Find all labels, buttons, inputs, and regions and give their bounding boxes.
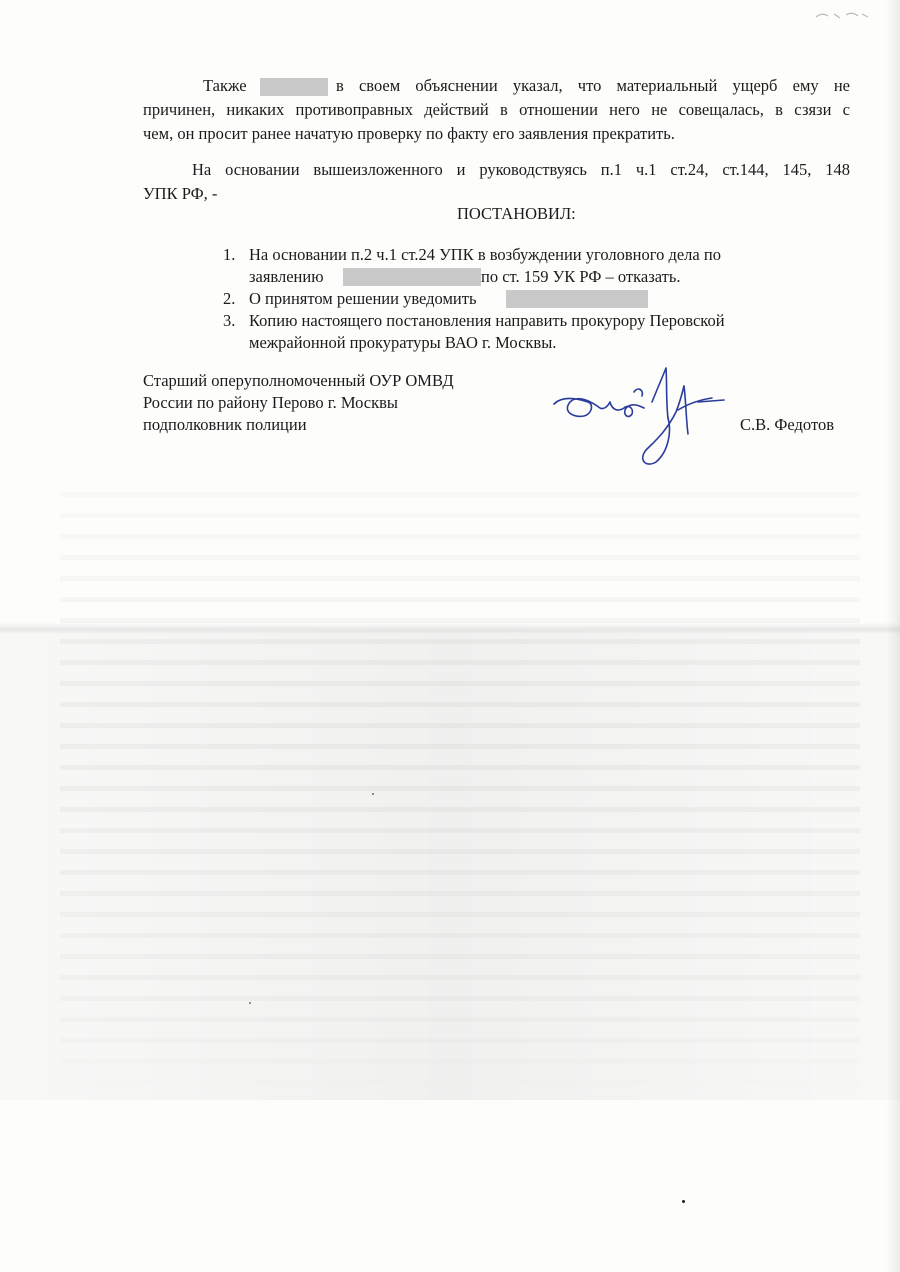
para1-line1-end: в своем объяснении указал, что материальный ущерб ему не (336, 76, 850, 95)
signatory-position-line1: Старший оперуполномоченный ОУР ОМВД (143, 371, 454, 390)
signatory-position-line2: России по району Перово г. Москвы (143, 393, 399, 412)
redacted-notified-person (506, 290, 648, 308)
redacted-name (260, 78, 328, 96)
redacted-applicant-name (343, 268, 481, 286)
resolution-heading: ПОСТАНОВИЛ: (457, 204, 576, 223)
para1-line2: причинен, никаких противоправных действий в отношении него не совещалась, в сзязи с (143, 100, 850, 119)
scan-speck (249, 1002, 251, 1004)
item-3-line1: Копию настоящего постановления направить прокурору Перовской (249, 311, 725, 330)
item-2-number: 2. (223, 289, 236, 308)
item-1-line1: На основании п.2 ч.1 ст.24 УПК в возбуждении уголовного дела по (249, 245, 721, 264)
item-3-number: 3. (223, 311, 236, 330)
item-1-line2-start: заявлению (249, 267, 324, 286)
reverse-side-bleed-through (60, 480, 860, 1120)
item-2-line1: О принятом решении уведомить (249, 289, 477, 308)
para1-line3: чем, он просит ранее начатую проверку по факту его заявления прекратить. (143, 124, 675, 143)
item-1-line2-end: по ст. 159 УК РФ – отказать. (481, 267, 681, 286)
handwritten-signature (548, 362, 738, 472)
para1-line1-start: Также (203, 76, 247, 95)
fold-crease (0, 622, 900, 634)
para2-line2: УПК РФ, - (143, 184, 218, 203)
scan-speck (372, 793, 374, 795)
para2-line1: На основании вышеизложенного и руководствуясь п.1 ч.1 ст.24, ст.144, 145, 148 (192, 160, 850, 179)
item-3-line2: межрайонной прокуратуры ВАО г. Москвы. (249, 333, 557, 352)
signatory-rank: подполковник полиции (143, 415, 307, 434)
item-1-number: 1. (223, 245, 236, 264)
corner-pencil-mark (812, 8, 872, 22)
scan-speck (682, 1200, 685, 1203)
signatory-name: С.В. Федотов (740, 415, 834, 434)
